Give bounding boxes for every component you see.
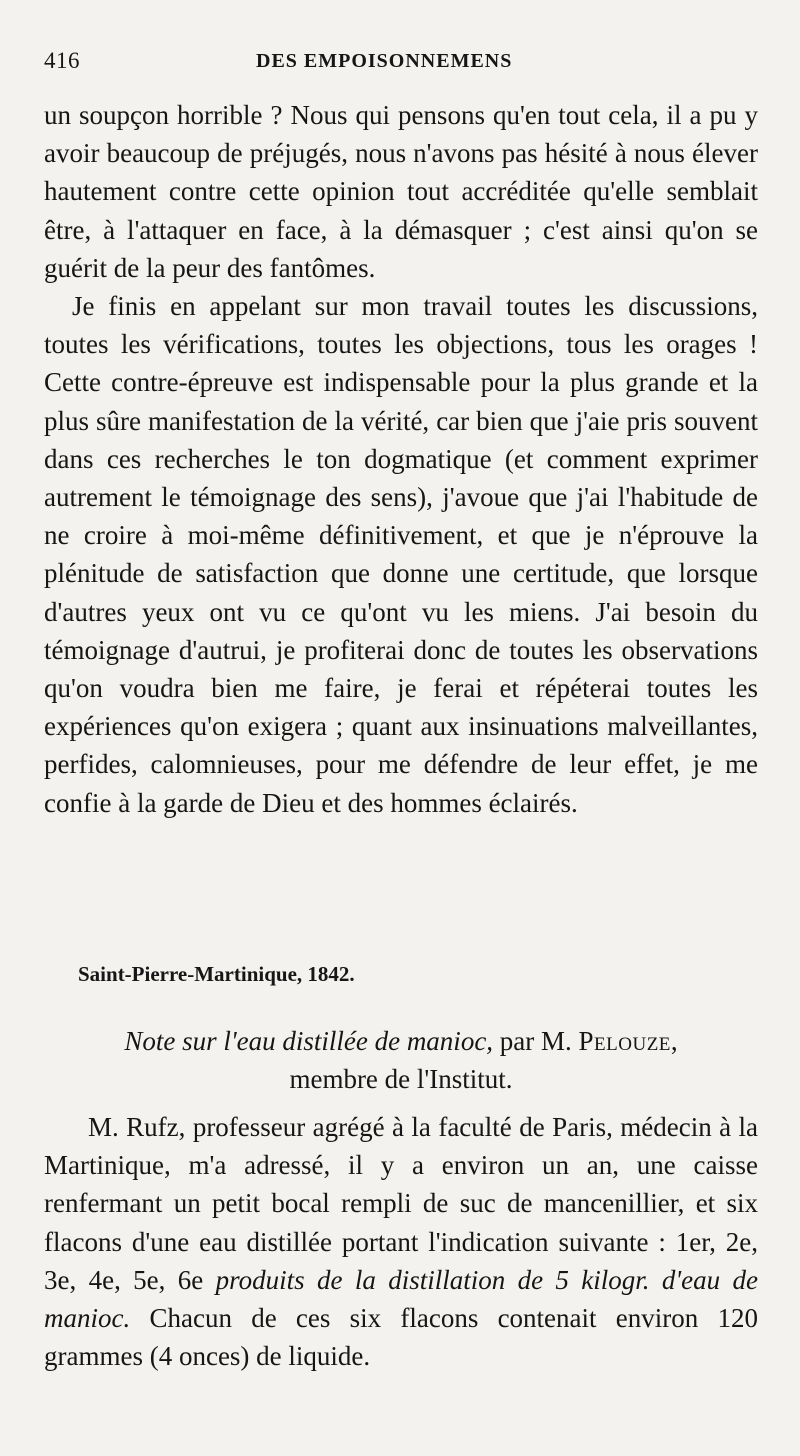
note-title <box>44 1022 758 1098</box>
page-number: 416 <box>44 48 80 73</box>
note-title-by: par M. <box>493 1026 579 1056</box>
note-title-end: , <box>670 1026 678 1056</box>
note-body-end: Chacun de ces six flacons contenait environ 120 grammes (4 onces) de liquide. <box>44 1303 758 1372</box>
main-text <box>44 96 758 822</box>
note-title-line <box>44 1022 758 1060</box>
page-header <box>44 48 756 78</box>
note-paragraph <box>44 1108 758 1375</box>
note-author: Pelouze <box>578 1026 671 1056</box>
paragraph-1: un soupçon horrible ? Nous qui pensons qu'en tout cela, il a pu y avoir beaucoup de préjugés, nous n'avons pas hésité à nous élever hautement contre cette opinion tout accréditée qu'elle semblait être, à l'attaquer en face, à la démasquer ; c'est ainsi qu'on se guérit de la peur des fantômes. <box>44 100 758 283</box>
note-body-italic: produits de la distillation de 5 kilogr. d'eau de manioc. <box>44 1264 758 1334</box>
note-affiliation: membre de l'Institut. <box>289 1064 513 1094</box>
note-body <box>44 1108 758 1375</box>
dateline: Saint-Pierre-Martinique, 1842. <box>78 962 355 986</box>
paragraph-2: Je finis en appelant sur mon travail toutes les discussions, toutes les vérifications, toutes les objections, tous les orages ! Cette contre-épreuve est indispensable pour la plus grande et la plus sûre manifestation de la vérité, car bien que j'aie pris souvent dans ces recherches le ton dogmatique (et comment exprimer autrement le témoignage des sens), j'avoue que j'ai l'habitude de ne croire à moi-même définitivement, et que je n'éprouve la plénitude de satisfaction que donne une certitude, que lorsque d'autres yeux ont vu ce qu'ont vu les miens. J'ai besoin du témoignage d'autrui, je profiterai donc de toutes les observations qu'on voudra bien me faire, je ferai et répéterai toutes les expériences qu'on exigera ; quant aux insinuations malveillantes, perfides, calomnieuses, pour me défendre de leur effet, je me confie à la garde de Dieu et des hommes éclairés. <box>44 291 758 818</box>
note-title-italic: Note sur l'eau distillée de manioc, <box>124 1026 494 1056</box>
running-head: DES EMPOISONNEMENS <box>256 50 513 72</box>
note-body-start: M. Rufz, professeur agrégé à la faculté de Paris, médecin à la Martinique, m'a adressé, il y a environ un an, une caisse renfermant un petit bocal rempli de suc de mancenillier, et six flacons d'une eau distillée portant l'indication suivante : 1er, 2e, 3e, 4e, 5e, 6e <box>44 1112 758 1295</box>
